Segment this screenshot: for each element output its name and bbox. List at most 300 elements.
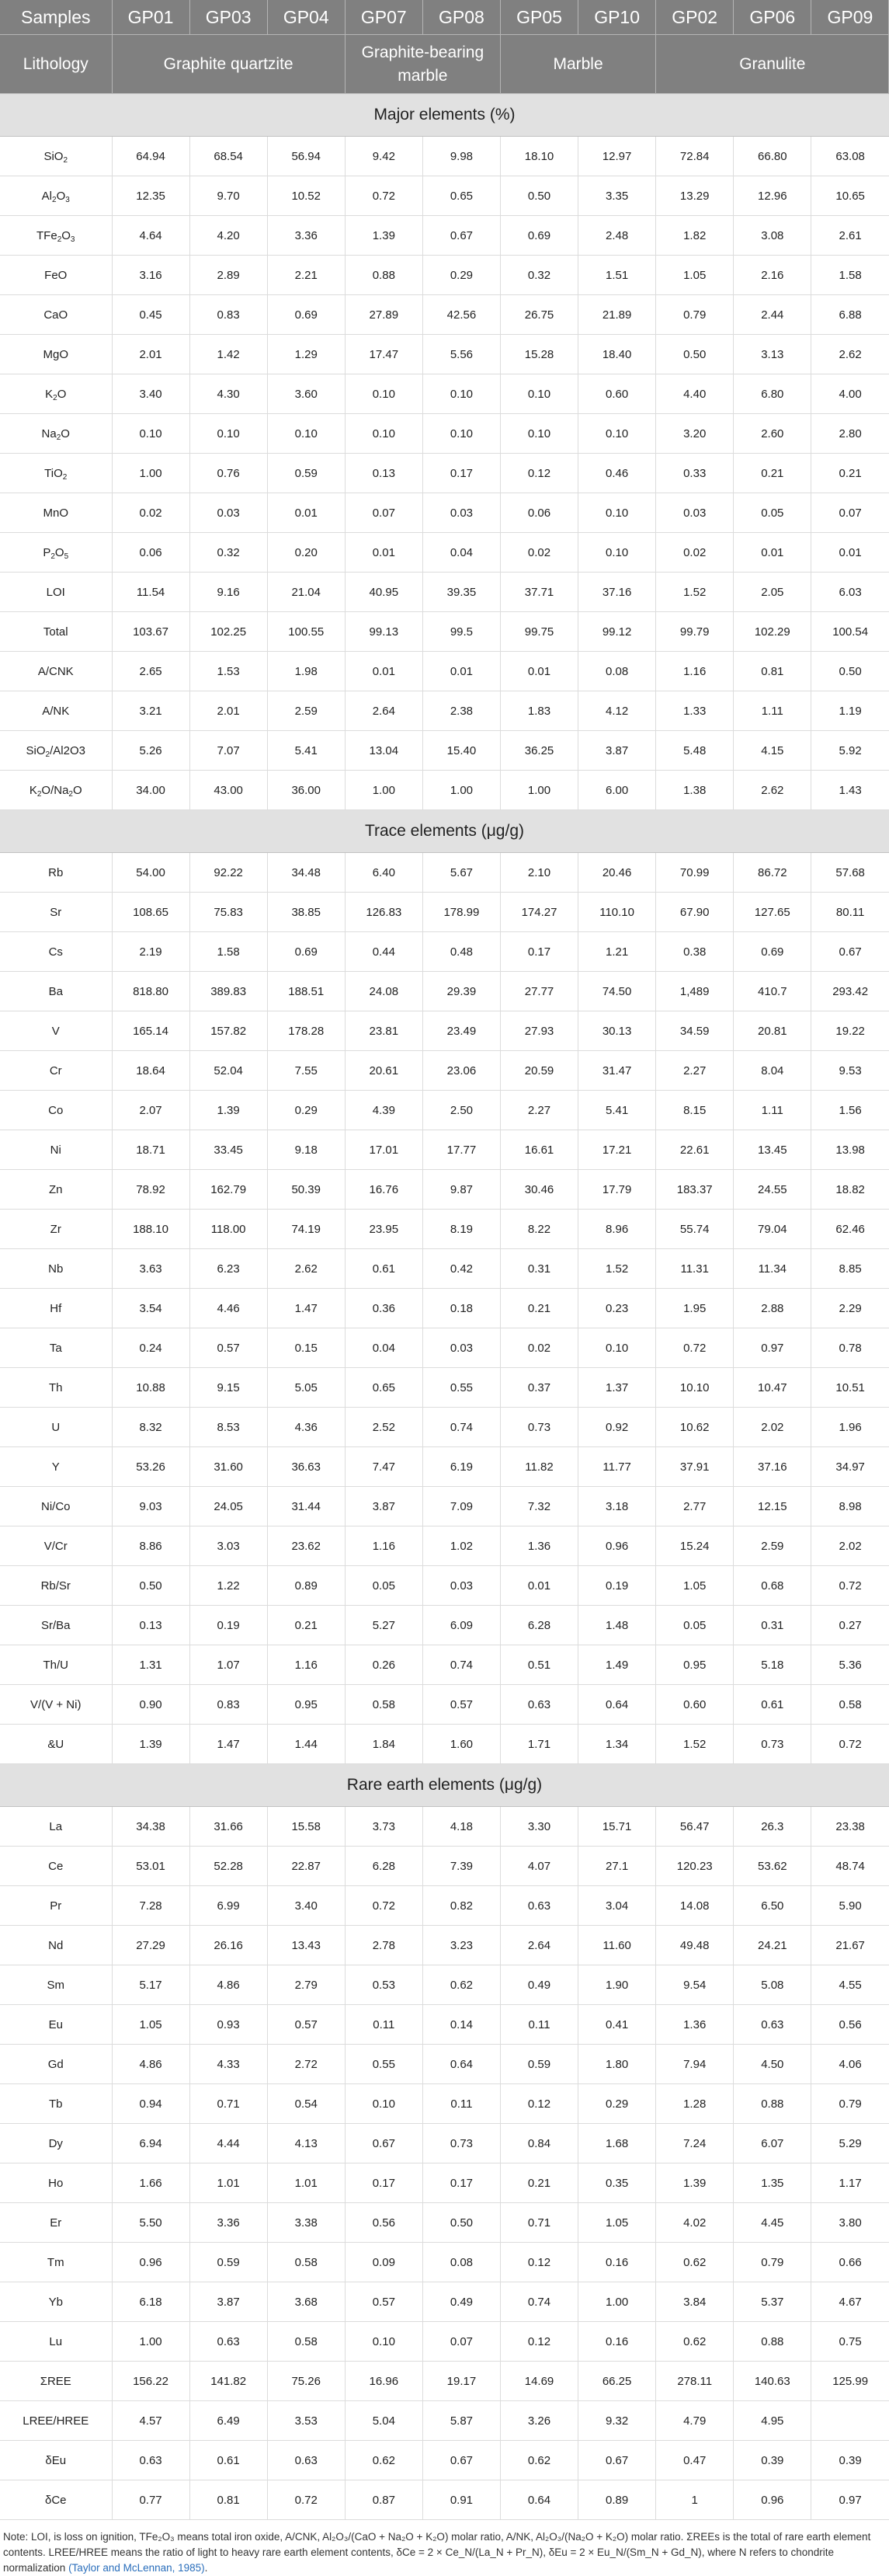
table-row — [0, 1328, 889, 1368]
table-cell: 0.60 — [578, 374, 656, 414]
table-cell: 8.98 — [811, 1487, 889, 1526]
row-label — [0, 1566, 112, 1606]
table-cell: 42.56 — [422, 295, 500, 335]
table-cell: 0.03 — [189, 493, 267, 533]
table-cell: 0.92 — [578, 1408, 656, 1447]
table-cell: 1.52 — [656, 573, 734, 612]
table-cell: 4.06 — [811, 2045, 889, 2084]
row-label — [0, 2282, 112, 2322]
row-label-part: MnO — [43, 506, 68, 520]
table-cell: 0.03 — [422, 493, 500, 533]
sample-header: GP10 — [578, 0, 656, 35]
row-label — [0, 1368, 112, 1408]
table-cell: 0.05 — [734, 493, 811, 533]
table-cell: 5.04 — [345, 2401, 422, 2441]
table-cell: 6.00 — [578, 771, 656, 810]
table-cell: 7.32 — [500, 1487, 578, 1526]
row-label — [0, 2362, 112, 2401]
table-cell: 1.82 — [656, 216, 734, 256]
table-cell: 99.13 — [345, 612, 422, 652]
table-cell: 52.04 — [189, 1051, 267, 1091]
table-cell: 0.62 — [500, 2441, 578, 2480]
row-label-subscript: 2 — [62, 472, 68, 482]
table-cell: 2.50 — [422, 1091, 500, 1130]
table-cell: 0.17 — [422, 454, 500, 493]
note-reference[interactable]: (Taylor and McLennan, 1985) — [68, 2562, 205, 2574]
table-cell: 0.39 — [811, 2441, 889, 2480]
table-cell: 9.87 — [422, 1170, 500, 1210]
table-row — [0, 1645, 889, 1685]
table-cell: 2.01 — [112, 335, 189, 374]
table-cell: 1.07 — [189, 1645, 267, 1685]
table-cell: 1.96 — [811, 1408, 889, 1447]
table-cell: 30.13 — [578, 1011, 656, 1051]
table-cell: 21.04 — [267, 573, 345, 612]
table-row — [0, 2163, 889, 2203]
table-cell: 17.21 — [578, 1130, 656, 1170]
table-cell: 2.16 — [734, 256, 811, 295]
table-cell: 0.17 — [500, 932, 578, 972]
table-cell: 10.65 — [811, 176, 889, 216]
table-cell: 3.80 — [811, 2203, 889, 2243]
table-cell: 818.80 — [112, 972, 189, 1011]
table-cell: 0.10 — [345, 414, 422, 454]
table-cell: 0.42 — [422, 1249, 500, 1289]
lithology-header-row — [0, 35, 889, 94]
row-label-part: P — [43, 545, 51, 559]
row-label — [0, 2203, 112, 2243]
row-label-subscript: 2 — [68, 789, 73, 799]
table-cell: 0.61 — [734, 1685, 811, 1725]
table-cell: 162.79 — [189, 1170, 267, 1210]
table-cell: 34.59 — [656, 1011, 734, 1051]
table-cell: 108.65 — [112, 893, 189, 932]
lithology-group: Graphite quartzite — [112, 35, 345, 94]
table-cell: 16.76 — [345, 1170, 422, 1210]
table-cell: 0.29 — [422, 256, 500, 295]
row-label — [0, 1289, 112, 1328]
table-cell: 15.40 — [422, 731, 500, 771]
table-cell: 10.62 — [656, 1408, 734, 1447]
table-cell: 0.60 — [656, 1685, 734, 1725]
sample-header: GP08 — [422, 0, 500, 35]
table-row — [0, 2401, 889, 2441]
table-cell: 0.50 — [811, 652, 889, 691]
table-cell: 22.87 — [267, 1847, 345, 1886]
row-label-part: O — [54, 545, 64, 559]
table-cell: 0.97 — [811, 2480, 889, 2520]
table-cell: 18.10 — [500, 137, 578, 176]
table-cell: 6.28 — [500, 1606, 578, 1645]
table-row — [0, 972, 889, 1011]
table-cell: 410.7 — [734, 972, 811, 1011]
row-label — [0, 2441, 112, 2480]
table-cell: 0.72 — [267, 2480, 345, 2520]
table-cell: 0.14 — [422, 2005, 500, 2045]
table-cell: 0.55 — [345, 2045, 422, 2084]
row-label-part: Eu — [48, 2017, 63, 2031]
table-cell: 6.07 — [734, 2124, 811, 2163]
table-cell: 53.01 — [112, 1847, 189, 1886]
table-cell: 26.16 — [189, 1926, 267, 1965]
row-label-part: Sr/Ba — [40, 1618, 71, 1632]
row-label — [0, 1685, 112, 1725]
row-label-part: Ni/Co — [40, 1499, 71, 1513]
row-label — [0, 612, 112, 652]
row-label — [0, 1408, 112, 1447]
row-label — [0, 2401, 112, 2441]
table-cell: 278.11 — [656, 2362, 734, 2401]
table-cell: 0.02 — [112, 493, 189, 533]
table-cell: 0.01 — [267, 493, 345, 533]
table-cell: 1.00 — [112, 454, 189, 493]
row-label-part: V — [51, 1024, 60, 1038]
table-cell: 99.75 — [500, 612, 578, 652]
row-label — [0, 1725, 112, 1764]
table-cell: 18.71 — [112, 1130, 189, 1170]
table-cell: 53.62 — [734, 1847, 811, 1886]
table-row — [0, 1130, 889, 1170]
table-row — [0, 573, 889, 612]
table-cell: 1.05 — [578, 2203, 656, 2243]
table-cell: 9.03 — [112, 1487, 189, 1526]
row-label-part: Ta — [49, 1341, 62, 1355]
row-label-part: Th/U — [43, 1658, 68, 1672]
table-cell: 2.59 — [734, 1526, 811, 1566]
table-cell: 178.28 — [267, 1011, 345, 1051]
table-cell: 3.53 — [267, 2401, 345, 2441]
table-row — [0, 256, 889, 295]
table-cell: 0.17 — [345, 2163, 422, 2203]
row-label-part: Sr — [50, 905, 62, 919]
table-cell: 1.48 — [578, 1606, 656, 1645]
table-cell: 0.08 — [578, 652, 656, 691]
table-cell: 3.20 — [656, 414, 734, 454]
table-cell: 0.01 — [422, 652, 500, 691]
table-cell: 0.17 — [422, 2163, 500, 2203]
table-cell: 2.10 — [500, 853, 578, 893]
table-cell: 1.83 — [500, 691, 578, 731]
table-cell: 0.67 — [578, 2441, 656, 2480]
table-cell: 2.78 — [345, 1926, 422, 1965]
row-label — [0, 2084, 112, 2124]
row-label-part: Na — [41, 426, 57, 440]
table-cell: 0.10 — [345, 2322, 422, 2362]
table-cell: 48.74 — [811, 1847, 889, 1886]
section-header-row — [0, 1764, 889, 1807]
table-cell: 14.69 — [500, 2362, 578, 2401]
table-cell: 2.02 — [811, 1526, 889, 1566]
table-cell: 1.84 — [345, 1725, 422, 1764]
table-cell: 10.52 — [267, 176, 345, 216]
table-cell: 26.75 — [500, 295, 578, 335]
table-cell: 3.40 — [267, 1886, 345, 1926]
table-cell: 0.61 — [189, 2441, 267, 2480]
table-cell: 3.26 — [500, 2401, 578, 2441]
table-cell: 0.21 — [811, 454, 889, 493]
table-cell: 3.21 — [112, 691, 189, 731]
table-cell: 1.56 — [811, 1091, 889, 1130]
table-row — [0, 2005, 889, 2045]
table-cell: 99.5 — [422, 612, 500, 652]
table-cell: 12.97 — [578, 137, 656, 176]
row-label — [0, 335, 112, 374]
table-cell: 5.56 — [422, 335, 500, 374]
table-cell: 13.98 — [811, 1130, 889, 1170]
table-cell: 0.13 — [345, 454, 422, 493]
table-cell: 8.22 — [500, 1210, 578, 1249]
table-cell: 63.08 — [811, 137, 889, 176]
table-cell: 34.97 — [811, 1447, 889, 1487]
table-cell: 165.14 — [112, 1011, 189, 1051]
table-cell: 6.03 — [811, 573, 889, 612]
table-row — [0, 216, 889, 256]
table-cell: 140.63 — [734, 2362, 811, 2401]
table-cell: 11.77 — [578, 1447, 656, 1487]
table-cell: 1.60 — [422, 1725, 500, 1764]
table-cell: 4.67 — [811, 2282, 889, 2322]
table-cell: 0.59 — [500, 2045, 578, 2084]
table-cell: 39.35 — [422, 573, 500, 612]
table-cell: 37.16 — [734, 1447, 811, 1487]
table-cell: 5.29 — [811, 2124, 889, 2163]
table-cell: 70.99 — [656, 853, 734, 893]
table-cell: 12.35 — [112, 176, 189, 216]
row-label — [0, 771, 112, 810]
table-cell: 22.61 — [656, 1130, 734, 1170]
row-label-part: V/(V + Ni) — [30, 1697, 82, 1711]
row-label-part: ΣREE — [40, 2374, 71, 2388]
table-cell: 8.04 — [734, 1051, 811, 1091]
table-row — [0, 652, 889, 691]
table-cell: 5.08 — [734, 1965, 811, 2005]
table-cell: 1.01 — [267, 2163, 345, 2203]
table-cell: 0.63 — [189, 2322, 267, 2362]
table-cell: 0.48 — [422, 932, 500, 972]
table-cell: 0.10 — [578, 493, 656, 533]
table-cell: 0.66 — [811, 2243, 889, 2282]
row-label-part: Total — [43, 625, 68, 639]
table-cell: 0.78 — [811, 1328, 889, 1368]
table-cell: 1.98 — [267, 652, 345, 691]
table-cell: 0.96 — [734, 2480, 811, 2520]
row-label-part: TFe — [36, 228, 57, 242]
table-cell: 5.41 — [267, 731, 345, 771]
table-cell: 0.62 — [656, 2243, 734, 2282]
table-cell: 0.21 — [734, 454, 811, 493]
table-cell: 0.36 — [345, 1289, 422, 1328]
table-cell: 2.62 — [811, 335, 889, 374]
table-body — [0, 94, 889, 2520]
table-cell: 0.75 — [811, 2322, 889, 2362]
table-row — [0, 2084, 889, 2124]
row-label-part: Pr — [50, 1899, 62, 1913]
table-cell: 5.18 — [734, 1645, 811, 1685]
table-cell: 0.91 — [422, 2480, 500, 2520]
table-cell: 0.58 — [267, 2322, 345, 2362]
table-cell: 389.83 — [189, 972, 267, 1011]
table-cell: 2.27 — [500, 1091, 578, 1130]
table-row — [0, 1091, 889, 1130]
table-cell: 0.73 — [422, 2124, 500, 2163]
table-cell: 99.12 — [578, 612, 656, 652]
table-cell: 2.01 — [189, 691, 267, 731]
table-cell: 4.07 — [500, 1847, 578, 1886]
table-cell: 0.31 — [500, 1249, 578, 1289]
row-label-subscript: 3 — [70, 235, 75, 244]
lithology-group: Granulite — [656, 35, 889, 94]
table-cell: 0.03 — [422, 1566, 500, 1606]
lithology-label: Lithology — [0, 35, 112, 94]
row-label — [0, 853, 112, 893]
table-cell: 0.10 — [422, 374, 500, 414]
table-cell: 0.07 — [345, 493, 422, 533]
table-cell: 7.55 — [267, 1051, 345, 1091]
table-cell: 0.19 — [189, 1606, 267, 1645]
table-row — [0, 1051, 889, 1091]
table-cell: 0.13 — [112, 1606, 189, 1645]
table-cell: 0.79 — [656, 295, 734, 335]
row-label — [0, 893, 112, 932]
table-cell: 0.79 — [734, 2243, 811, 2282]
table-cell: 6.23 — [189, 1249, 267, 1289]
table-cell: 5.17 — [112, 1965, 189, 2005]
table-cell: 3.36 — [267, 216, 345, 256]
table-row — [0, 295, 889, 335]
table-cell: 0.69 — [734, 932, 811, 972]
table-cell: 6.09 — [422, 1606, 500, 1645]
row-label — [0, 731, 112, 771]
row-label-part: Y — [51, 1460, 60, 1474]
sample-header: GP01 — [112, 0, 189, 35]
table-cell: 5.87 — [422, 2401, 500, 2441]
table-cell: 8.19 — [422, 1210, 500, 1249]
row-label-part: Dy — [48, 2136, 63, 2150]
table-cell: 126.83 — [345, 893, 422, 932]
table-cell: 0.07 — [811, 493, 889, 533]
table-cell: 2.44 — [734, 295, 811, 335]
table-cell: 56.94 — [267, 137, 345, 176]
table-cell: 11.60 — [578, 1926, 656, 1965]
row-label-part: Ho — [48, 2176, 64, 2190]
table-cell: 4.45 — [734, 2203, 811, 2243]
table-row — [0, 1408, 889, 1447]
table-row — [0, 1926, 889, 1965]
table-row — [0, 1011, 889, 1051]
table-cell: 118.00 — [189, 1210, 267, 1249]
table-row — [0, 2243, 889, 2282]
table-cell: 174.27 — [500, 893, 578, 932]
table-cell: 1.39 — [112, 1725, 189, 1764]
table-cell: 17.01 — [345, 1130, 422, 1170]
table-cell: 9.53 — [811, 1051, 889, 1091]
table-cell: 9.15 — [189, 1368, 267, 1408]
row-label-part: K — [29, 783, 37, 797]
table-cell: 0.11 — [500, 2005, 578, 2045]
row-label-part: /Al2O3 — [50, 743, 85, 757]
table-cell: 74.19 — [267, 1210, 345, 1249]
table-cell: 1.16 — [345, 1526, 422, 1566]
table-cell: 0.59 — [189, 2243, 267, 2282]
table-cell: 0.29 — [267, 1091, 345, 1130]
table-row — [0, 493, 889, 533]
table-cell: 36.63 — [267, 1447, 345, 1487]
table-cell: 141.82 — [189, 2362, 267, 2401]
table-row — [0, 335, 889, 374]
table-cell: 1.01 — [189, 2163, 267, 2203]
table-cell: 33.45 — [189, 1130, 267, 1170]
table-cell: 26.3 — [734, 1807, 811, 1847]
row-label-subscript: 2 — [52, 195, 57, 204]
row-label — [0, 493, 112, 533]
sample-header: GP06 — [734, 0, 811, 35]
table-cell: 1.44 — [267, 1725, 345, 1764]
row-label-part: Er — [50, 2216, 62, 2230]
table-row — [0, 1170, 889, 1210]
table-cell: 7.09 — [422, 1487, 500, 1526]
note-text: Note: LOI, is loss on ignition, TFe₂O₃ means total iron oxide, A/CNK, Al₂O₃/(CaO + Na₂O + K₂O) molar ratio, A/NK, Al₂O₃/(Na₂O + K₂O) molar ratio. ΣREEs is the total of rare earth element contents. LREE/HREE means the ratio of light to heavy rare earth element contents, δCe = 2 × Ce_N/(La_N + Pr_N), δEu = 2 × Eu_N/(Sm_N + Gd_N), where N refers to chondrite normalization — [3, 2531, 871, 2574]
table-cell: 0.24 — [112, 1328, 189, 1368]
table-cell: 4.36 — [267, 1408, 345, 1447]
table-cell: 43.00 — [189, 771, 267, 810]
table-cell: 125.99 — [811, 2362, 889, 2401]
table-cell: 21.89 — [578, 295, 656, 335]
table-cell: 1.36 — [656, 2005, 734, 2045]
table-cell: 0.10 — [267, 414, 345, 454]
section-title: Major elements (%) — [0, 94, 889, 137]
table-cell: 3.36 — [189, 2203, 267, 2243]
table-cell: 74.50 — [578, 972, 656, 1011]
table-cell: 5.90 — [811, 1886, 889, 1926]
table-cell: 20.59 — [500, 1051, 578, 1091]
table-cell: 11.54 — [112, 573, 189, 612]
table-cell: 0.63 — [734, 2005, 811, 2045]
table-cell: 23.38 — [811, 1807, 889, 1847]
table-cell: 0.72 — [345, 1886, 422, 1926]
table-cell: 75.83 — [189, 893, 267, 932]
table-cell: 30.46 — [500, 1170, 578, 1210]
sample-header: GP02 — [656, 0, 734, 35]
table-cell: 5.41 — [578, 1091, 656, 1130]
table-cell: 4.00 — [811, 374, 889, 414]
table-cell: 17.77 — [422, 1130, 500, 1170]
table-cell: 188.10 — [112, 1210, 189, 1249]
row-label — [0, 1886, 112, 1926]
table-cell: 31.60 — [189, 1447, 267, 1487]
table-cell: 29.39 — [422, 972, 500, 1011]
row-label — [0, 1645, 112, 1685]
table-cell: 3.04 — [578, 1886, 656, 1926]
table-cell: 2.05 — [734, 573, 811, 612]
table-cell: 0.10 — [345, 374, 422, 414]
table-cell: 13.43 — [267, 1926, 345, 1965]
table-cell: 2.79 — [267, 1965, 345, 2005]
sample-header: GP09 — [811, 0, 889, 35]
table-cell: 0.51 — [500, 1645, 578, 1685]
table-cell: 0.49 — [500, 1965, 578, 2005]
row-label-part: V/Cr — [43, 1539, 68, 1553]
table-cell: 9.70 — [189, 176, 267, 216]
table-cell: 0.02 — [500, 533, 578, 573]
row-label-part: CaO — [43, 308, 68, 322]
table-cell: 0.63 — [267, 2441, 345, 2480]
table-row — [0, 2441, 889, 2480]
table-cell: 0.12 — [500, 2084, 578, 2124]
table-cell: 0.97 — [734, 1328, 811, 1368]
table-cell: 5.26 — [112, 731, 189, 771]
table-cell: 3.08 — [734, 216, 811, 256]
table-cell: 2.88 — [734, 1289, 811, 1328]
